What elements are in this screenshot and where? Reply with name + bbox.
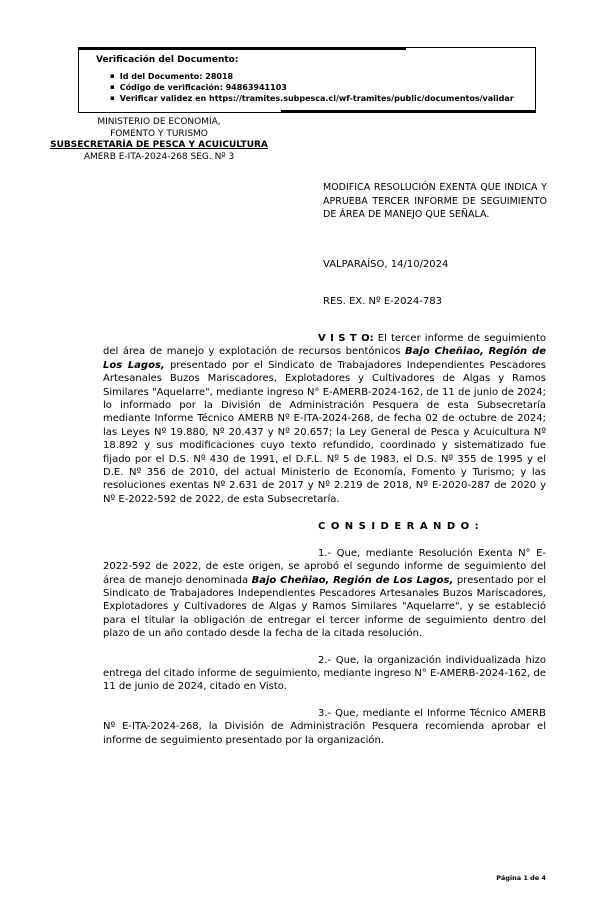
resolution-subject: MODIFICA RESOLUCIÓN EXENTA QUE INDICA Y APRUEBA TERCER INFORME DE SEGUIMIENTO DE ÁREA DE MANEJO QUE SEÑALA.: [323, 182, 547, 220]
square-bullet-icon: ▪: [110, 72, 115, 80]
verification-item-code: [110, 83, 535, 92]
verification-item-label: Código de verificación: 94863941103: [119, 83, 287, 92]
considerando-item-2: 2.- Que, la organización individualizada hizo entrega del citado informe de seguimiento, mediante ingreso N° E-AMERB-2024-162, de 11 de junio de 2024, citado en Visto.: [103, 654, 546, 693]
ministry-line-2: FOMENTO Y TURISMO: [110, 128, 208, 139]
verification-url-text: Verificar validez en https://tramites.subpesca.cl/wf-tramites/public/documentos/validar: [119, 94, 514, 103]
subsecretaria-line: SUBSECRETARÍA DE PESCA Y ACUICULTURA: [50, 140, 268, 150]
place-date: VALPARAÍSO, 14/10/2024: [323, 259, 449, 270]
verification-box-top-rule: [78, 47, 406, 50]
area-name-highlight: Bajo Cheñiao, Región de Los Lagos,: [103, 346, 546, 371]
area-name-highlight: Bajo Cheñiao, Región de Los Lagos,: [251, 574, 454, 586]
considerando-item-3: 3.- Que, mediante el Informe Técnico AMERB Nº E-ITA-2024-268, la División de Administración Pesquera recomienda aprobar el informe de seguimiento presentado por la organización.: [103, 707, 546, 746]
verification-item-document-id: [110, 72, 535, 81]
considerando-heading: C O N S I D E R A N D O :: [318, 521, 480, 533]
page-number-indicator: Página 1 de 4: [496, 874, 546, 882]
verification-box-bottom-rule: [281, 110, 536, 113]
visto-heading: V I S T O:: [318, 333, 374, 344]
visto-text-2: presentado por el Sindicato de Trabajadores Independientes Pescadores Artesanales Buzos Mariscadores, Explotadores y Cultivadores de Algas y Ramos Similares "Aquelarre", mediante ingreso N° E-AMERB-2024-162, de 11 de junio de 2024; lo informado por la División de Administración Pesquera de esta Subsecretaría mediante Informe Técnico AMERB Nº E-ITA-2024-268, de fecha 02 de octubre de 2024; las Leyes Nº 19.880, Nº 20.437 y Nº 20.657; la Ley General de Pesca y Acuicultura Nº 18.892 y sus modificaciones cuyo texto refundido, coordinado y sistematizado fue fijado por el D.S. Nº 430 de 1991, el D.F.L. Nº 5 de 1983, el D.S. Nº 355 de 1995 y el D.E. Nº 356 de 2010, del actual Ministerio de Economía, Fomento y Turismo; y las resoluciones exentas Nº 2.631 de 2017 y Nº 2.219 de 2018, Nº E-2020-287 de 2020 y Nº E-2022-592 de 2022, de esta Subsecretaría.: [103, 359, 547, 505]
verification-list: [110, 72, 535, 103]
verification-item-url: [110, 94, 535, 103]
verification-box: [78, 47, 536, 113]
considerando-1-text-1: 1.- Que, mediante Resolución Exenta N° E-2022-592 de 2022, de este origen, se aprobó el segundo informe de seguimiento del área de manejo denominada: [103, 547, 546, 586]
ministry-line-1: MINISTERIO DE ECONOMÍA,: [97, 117, 221, 127]
square-bullet-icon: ▪: [110, 83, 115, 91]
amerb-reference-line: AMERB E-ITA-2024-268 SEG. Nº 3: [83, 151, 235, 162]
verification-title: Verificación del Documento:: [96, 55, 239, 65]
square-bullet-icon: ▪: [110, 94, 115, 102]
considerando-1-text-2: presentado por el Sindicato de Trabajadores Independientes Pescadores Artesanales Buzos Mariscadores, Explotadores y Cultivadores de Algas y Ramos Similares "Aquelarre", y se estableció para el titular la obligación de entregar el tercer informe de seguimiento dentro del plazo de un año contado desde la fecha de la citada resolución.: [103, 574, 547, 640]
resolution-number: RES. EX. Nº E-2024-783: [323, 296, 442, 307]
verification-item-label: Id del Documento: 28018: [119, 72, 234, 81]
letterhead: [20, 117, 298, 163]
document-body: [103, 332, 546, 747]
visto-paragraph: [103, 332, 546, 506]
considerando-item-1: [103, 547, 546, 641]
visto-text-1: El tercer informe de seguimiento del área de manejo y explotación de recursos bentónicos: [103, 333, 546, 358]
